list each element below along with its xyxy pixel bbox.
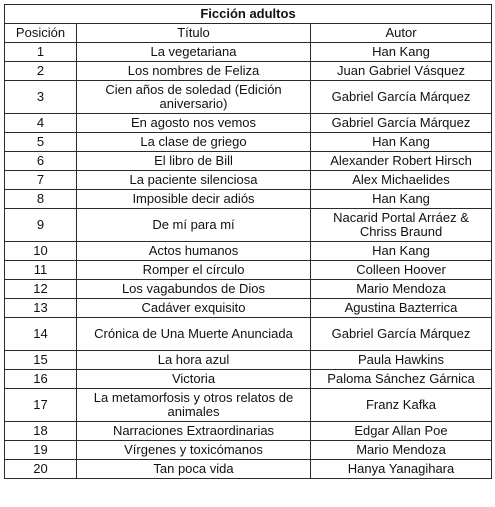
cell-position: 14 — [5, 318, 77, 351]
table-row — [5, 299, 492, 318]
cell-author: Gabriel García Márquez — [311, 318, 492, 351]
cell-author: Hanya Yanagihara — [311, 460, 492, 479]
cell-title: Crónica de Una Muerte Anunciada — [77, 318, 311, 351]
cell-author: Mario Mendoza — [311, 441, 492, 460]
cell-author: Agustina Bazterrica — [311, 299, 492, 318]
cell-position: 1 — [5, 43, 77, 62]
cell-position: 2 — [5, 62, 77, 81]
cell-position: 3 — [5, 81, 77, 114]
cell-position: 6 — [5, 152, 77, 171]
cell-author: Han Kang — [311, 242, 492, 261]
cell-position: 11 — [5, 261, 77, 280]
cell-author: Han Kang — [311, 43, 492, 62]
cell-title: Victoria — [77, 370, 311, 389]
cell-position: 13 — [5, 299, 77, 318]
cell-author: Edgar Allan Poe — [311, 422, 492, 441]
cell-title: La metamorfosis y otros relatos de animales — [77, 389, 311, 422]
table-row — [5, 318, 492, 351]
table-row — [5, 171, 492, 190]
cell-position: 4 — [5, 114, 77, 133]
cell-title: Narraciones Extraordinarias — [77, 422, 311, 441]
table-row — [5, 62, 492, 81]
cell-title: La vegetariana — [77, 43, 311, 62]
cell-author: Nacarid Portal Arráez & Chriss Braund — [311, 209, 492, 242]
cell-author: Mario Mendoza — [311, 280, 492, 299]
bestseller-sheet — [4, 4, 492, 479]
table-caption-row — [5, 5, 492, 24]
cell-author: Han Kang — [311, 190, 492, 209]
table-row — [5, 422, 492, 441]
table-row — [5, 370, 492, 389]
cell-position: 18 — [5, 422, 77, 441]
table-row — [5, 280, 492, 299]
cell-title: Actos humanos — [77, 242, 311, 261]
cell-position: 19 — [5, 441, 77, 460]
cell-position: 15 — [5, 351, 77, 370]
column-header-row — [5, 24, 492, 43]
cell-author: Gabriel García Márquez — [311, 114, 492, 133]
table-row — [5, 43, 492, 62]
cell-position: 9 — [5, 209, 77, 242]
table-row — [5, 242, 492, 261]
cell-position: 5 — [5, 133, 77, 152]
cell-position: 17 — [5, 389, 77, 422]
cell-title: Cadáver exquisito — [77, 299, 311, 318]
cell-title: Tan poca vida — [77, 460, 311, 479]
cell-author: Alexander Robert Hirsch — [311, 152, 492, 171]
cell-title: Romper el círculo — [77, 261, 311, 280]
cell-position: 8 — [5, 190, 77, 209]
table-row — [5, 190, 492, 209]
cell-author: Colleen Hoover — [311, 261, 492, 280]
table-row — [5, 152, 492, 171]
cell-author: Franz Kafka — [311, 389, 492, 422]
cell-title: Los vagabundos de Dios — [77, 280, 311, 299]
cell-author: Paloma Sánchez Gárnica — [311, 370, 492, 389]
cell-position: 7 — [5, 171, 77, 190]
table-row — [5, 81, 492, 114]
cell-title: De mí para mí — [77, 209, 311, 242]
table-caption: Ficción adultos — [5, 5, 492, 24]
cell-position: 12 — [5, 280, 77, 299]
cell-title: La hora azul — [77, 351, 311, 370]
cell-position: 20 — [5, 460, 77, 479]
table-body — [5, 43, 492, 479]
column-header-position: Posición — [5, 24, 77, 43]
fiction-ranking-table — [4, 4, 492, 479]
cell-author: Gabriel García Márquez — [311, 81, 492, 114]
table-row — [5, 133, 492, 152]
column-header-title: Título — [77, 24, 311, 43]
table-row — [5, 261, 492, 280]
cell-title: El libro de Bill — [77, 152, 311, 171]
cell-title: Cien años de soledad (Edición aniversario) — [77, 81, 311, 114]
cell-author: Alex Michaelides — [311, 171, 492, 190]
cell-title: En agosto nos vemos — [77, 114, 311, 133]
cell-author: Han Kang — [311, 133, 492, 152]
table-row — [5, 114, 492, 133]
cell-author: Paula Hawkins — [311, 351, 492, 370]
cell-position: 10 — [5, 242, 77, 261]
cell-title: Vírgenes y toxicómanos — [77, 441, 311, 460]
table-row — [5, 209, 492, 242]
table-row — [5, 460, 492, 479]
table-row — [5, 389, 492, 422]
cell-author: Juan Gabriel Vásquez — [311, 62, 492, 81]
table-row — [5, 441, 492, 460]
cell-position: 16 — [5, 370, 77, 389]
cell-title: Los nombres de Feliza — [77, 62, 311, 81]
cell-title: Imposible decir adiós — [77, 190, 311, 209]
cell-title: La paciente silenciosa — [77, 171, 311, 190]
table-row — [5, 351, 492, 370]
column-header-author: Autor — [311, 24, 492, 43]
cell-title: La clase de griego — [77, 133, 311, 152]
